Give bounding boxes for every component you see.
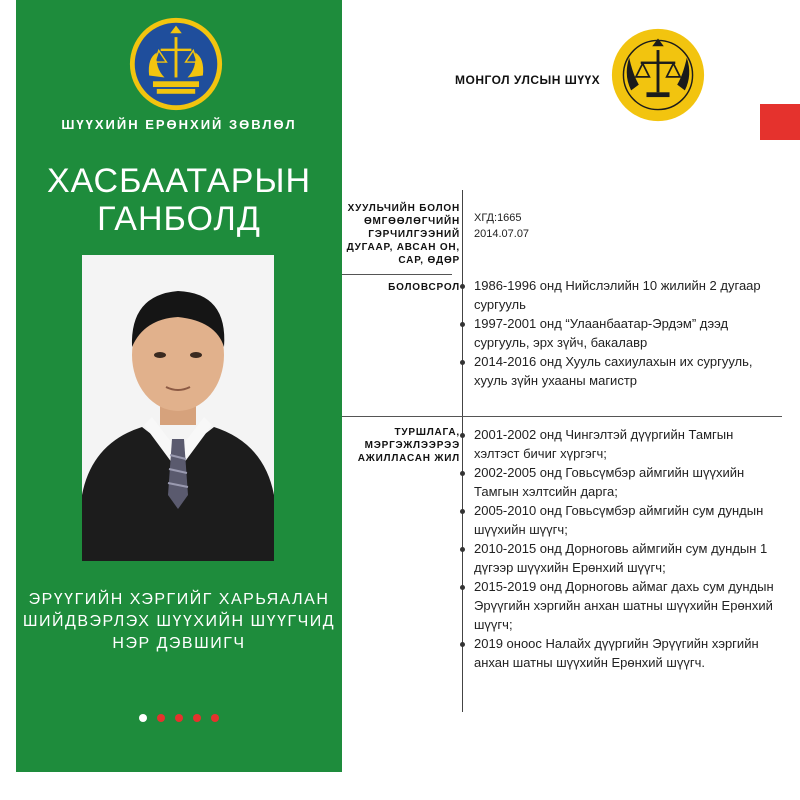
list-item: 2001-2002 онд Чингэлтэй дүүргийн Тамгын хэлтэст бичиг хүргэгч;	[462, 425, 782, 463]
candidate-photo	[82, 255, 274, 561]
judicial-council-emblem-icon	[128, 16, 224, 112]
license-date: 2014.07.07	[474, 228, 530, 240]
court-name: МОНГОЛ УЛСЫН ШҮҮХ	[455, 73, 601, 87]
list-item: 1997-2001 онд “Улаанбаатар-Эрдэм” дээд сургууль, эрх зүйч, бакалавр	[462, 314, 782, 352]
candidate-name: ХАСБААТАРЫН ГАНБОЛД	[46, 162, 312, 238]
section-divider	[342, 274, 452, 275]
nominee-description: ЭРҮҮГИЙН ХЭРГИЙГ ХАРЬЯАЛАН ШИЙДВЭРЛЭХ ШҮҮХИЙН ШҮҮГЧИД НЭР ДЭВШИГЧ	[22, 591, 336, 652]
court-emblem-icon	[610, 27, 706, 123]
pager-dot[interactable]	[139, 714, 147, 722]
experience-label: ТУРШЛАГА, МЭРГЭЖЛЭЭРЭЭ АЖИЛЛАСАН ЖИЛ	[357, 427, 460, 464]
education-label: БОЛОВСРОЛ	[388, 282, 460, 293]
license-value	[474, 210, 529, 242]
list-item: 2015-2019 онд Дорноговь аймаг дахь сум дундын Эрүүгийн хэргийн анхан шатны шүүхийн Ерөнхий шүүгч;	[462, 577, 782, 634]
section-divider	[342, 416, 782, 417]
pager-dot[interactable]	[211, 714, 219, 722]
list-item: 2005-2010 онд Говьсүмбэр аймгийн сум дундын шүүхийн шүүгч;	[462, 501, 782, 539]
council-title: ШҮҮХИЙН ЕРӨНХИЙ ЗӨВЛӨЛ	[61, 117, 297, 132]
experience-list	[462, 425, 782, 672]
license-label: ХУУЛЬЧИЙН БОЛОН ӨМГӨӨЛӨГЧИЙН ГЭРЧИЛГЭЭНИЙ ДУГААР, АВСАН ОН, САР, ӨДӨР	[346, 203, 460, 266]
pager-dot[interactable]	[193, 714, 201, 722]
license-number: ХГД:1665	[474, 212, 522, 224]
pager-dot[interactable]	[157, 714, 165, 722]
list-item: 2010-2015 онд Дорноговь аймгийн сум дундын 1 дүгээр шүүхийн Ерөнхий шүүгч;	[462, 539, 782, 577]
pager-dot[interactable]	[175, 714, 183, 722]
education-list	[462, 276, 782, 390]
list-item: 1986-1996 онд Нийслэлийн 10 жилийн 2 дугаар сургууль	[462, 276, 782, 314]
decorative-red-block	[760, 104, 800, 140]
list-item: 2002-2005 онд Говьсүмбэр аймгийн шүүхийн Тамгын хэлтсийн дарга;	[462, 463, 782, 501]
list-item: 2019 оноос Налайх дүүргийн Эрүүгийн хэргийн анхан шатны шүүхийн Ерөнхий шүүгч.	[462, 634, 782, 672]
slide-pager	[16, 714, 342, 722]
list-item: 2014-2016 онд Хууль сахиулахын их сургууль, хууль зүйн ухааны магистр	[462, 352, 782, 390]
